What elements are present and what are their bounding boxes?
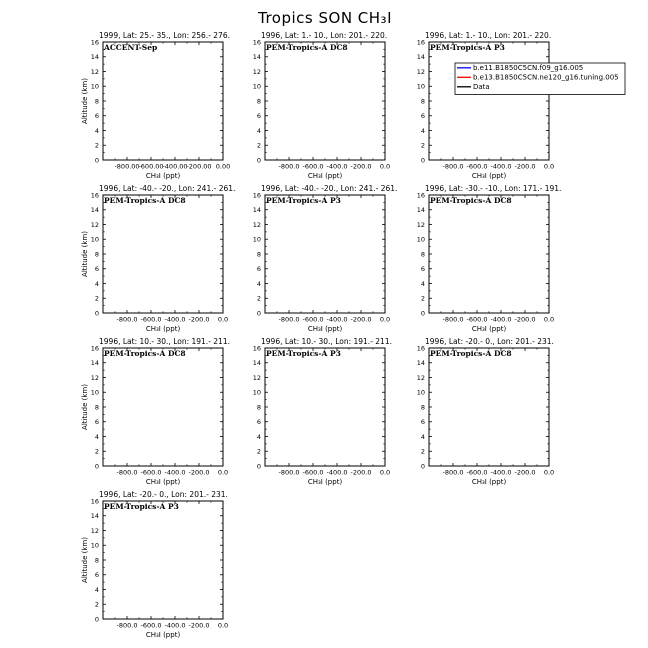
y-tick-label: 8 (94, 556, 99, 565)
y-tick-label: 2 (256, 447, 261, 456)
x-tick-label: -800.0 (442, 162, 464, 171)
y-tick-label: 12 (90, 373, 99, 382)
panel-header: 1996, Lat: -30.- -10., Lon: 171.- 191. (425, 184, 562, 193)
x-tick-label: -400.0 (326, 315, 348, 324)
figure-title: Tropics SON CH₃I (258, 9, 392, 27)
x-tick-label: -400.0 (326, 468, 348, 477)
y-tick-label: 2 (420, 294, 425, 303)
y-tick-label: 8 (94, 97, 99, 106)
plot-frame (265, 195, 385, 313)
y-tick-label: 10 (416, 82, 425, 91)
plot-frame (265, 348, 385, 466)
x-tick-label: -800.0 (116, 315, 138, 324)
y-tick-label: 0 (420, 156, 425, 165)
chart-panel (81, 184, 235, 333)
plot-frame (103, 42, 223, 160)
y-tick-label: 6 (256, 112, 261, 121)
y-tick-label: 2 (256, 294, 261, 303)
legend-label: Data (473, 83, 490, 91)
x-tick-label: -600.0 (302, 162, 324, 171)
x-tick-label: -200.0 (350, 468, 372, 477)
x-tick-label: -600.0 (302, 315, 324, 324)
y-tick-label: 10 (252, 388, 261, 397)
x-tick-label: -600.0 (140, 315, 162, 324)
y-tick-label: 16 (90, 191, 99, 200)
x-tick-label: -600.0 (302, 468, 324, 477)
x-tick-label: 0.0 (217, 468, 229, 477)
chart-panel (417, 184, 562, 333)
y-tick-label: 10 (252, 235, 261, 244)
y-axis-label: Altitude (km) (81, 78, 89, 124)
panel-header: 1996, Lat: -20.- 0., Lon: 201.- 231. (425, 337, 554, 346)
x-axis-label: CH₃I (ppt) (307, 172, 343, 180)
y-tick-label: 0 (256, 462, 261, 471)
x-tick-label: 0.0 (543, 315, 555, 324)
y-tick-label: 14 (90, 512, 99, 521)
panel-header: 1999, Lat: 25.- 35., Lon: 256.- 276. (99, 31, 230, 40)
panel-title: PEM-Tropics-A DC8 (430, 196, 512, 205)
x-tick-label: 0.00 (215, 162, 231, 171)
x-tick-label: -400.00 (162, 162, 188, 171)
legend-label: b.e11.B1850C5CN.f09_g16.005 (473, 64, 584, 72)
plot-frame (429, 195, 549, 313)
y-tick-label: 10 (416, 235, 425, 244)
x-tick-label: -200.0 (514, 468, 536, 477)
x-tick-label: -400.0 (490, 162, 512, 171)
y-tick-label: 6 (420, 265, 425, 274)
y-tick-label: 10 (90, 235, 99, 244)
plot-frame (103, 348, 223, 466)
x-axis-label: CH₃I (ppt) (307, 325, 343, 333)
y-tick-label: 10 (90, 388, 99, 397)
x-axis-label: CH₃I (ppt) (307, 478, 343, 486)
x-tick-label: -200.0 (350, 162, 372, 171)
plot-frame (265, 42, 385, 160)
y-tick-label: 12 (252, 373, 261, 382)
y-tick-label: 4 (256, 126, 261, 135)
y-tick-label: 14 (416, 359, 425, 368)
x-tick-label: -800.0 (278, 468, 300, 477)
x-tick-label: 0.0 (217, 315, 229, 324)
y-axis-label: Altitude (km) (81, 384, 89, 430)
legend (455, 63, 625, 95)
x-tick-label: -200.0 (188, 621, 210, 630)
x-tick-label: -400.0 (490, 315, 512, 324)
x-tick-label: -200.0 (514, 162, 536, 171)
y-tick-label: 0 (420, 462, 425, 471)
y-tick-label: 14 (416, 53, 425, 62)
y-tick-label: 4 (256, 432, 261, 441)
x-axis-label: CH₃I (ppt) (471, 172, 507, 180)
y-tick-label: 6 (420, 418, 425, 427)
chart-panel (417, 337, 554, 486)
chart-panel (253, 337, 392, 486)
y-tick-label: 8 (256, 97, 261, 106)
chart-panel (81, 490, 228, 639)
y-tick-label: 2 (94, 141, 99, 150)
chart-panel (417, 31, 554, 180)
y-tick-label: 8 (420, 403, 425, 412)
panel-header: 1996, Lat: 10.- 30., Lon: 191.- 211. (99, 337, 230, 346)
y-tick-label: 4 (420, 126, 425, 135)
x-tick-label: -600.0 (140, 621, 162, 630)
x-tick-label: -400.0 (326, 162, 348, 171)
panel-header: 1996, Lat: -20.- 0., Lon: 201.- 231. (99, 490, 228, 499)
y-tick-label: 10 (252, 82, 261, 91)
y-tick-label: 14 (252, 53, 261, 62)
x-tick-label: -800.0 (278, 315, 300, 324)
y-tick-label: 8 (420, 97, 425, 106)
y-tick-label: 6 (420, 112, 425, 121)
x-tick-label: 0.0 (379, 315, 391, 324)
y-tick-label: 2 (256, 141, 261, 150)
y-tick-label: 4 (94, 126, 99, 135)
x-tick-label: -400.0 (164, 315, 186, 324)
x-tick-label: -400.0 (164, 468, 186, 477)
chart-panel (253, 31, 390, 180)
y-tick-label: 4 (94, 279, 99, 288)
plot-frame (103, 501, 223, 619)
y-tick-label: 12 (252, 67, 261, 76)
y-tick-label: 6 (94, 571, 99, 580)
y-tick-label: 12 (252, 220, 261, 229)
x-axis-label: CH₃I (ppt) (145, 172, 181, 180)
plot-frame (429, 42, 549, 160)
x-tick-label: 0.0 (217, 621, 229, 630)
y-tick-label: 14 (252, 206, 261, 215)
x-tick-label: -200.0 (350, 315, 372, 324)
plot-frame (429, 348, 549, 466)
y-tick-label: 8 (94, 250, 99, 259)
y-tick-label: 16 (416, 38, 425, 47)
y-tick-label: 8 (256, 403, 261, 412)
x-tick-label: -400.0 (490, 468, 512, 477)
y-tick-label: 0 (256, 156, 261, 165)
x-tick-label: -800.0 (442, 315, 464, 324)
y-tick-label: 14 (90, 53, 99, 62)
panel-title: PEM-Tropics-A P3 (104, 502, 179, 511)
panel-title: PEM-Tropics-A DC8 (104, 196, 186, 205)
x-tick-label: -800.0 (116, 621, 138, 630)
x-tick-label: -200.0 (514, 315, 536, 324)
y-axis-label: Altitude (km) (81, 537, 89, 583)
y-tick-label: 0 (94, 156, 99, 165)
y-tick-label: 0 (94, 309, 99, 318)
y-tick-label: 6 (94, 265, 99, 274)
x-tick-label: 0.0 (543, 162, 555, 171)
panel-header: 1996, Lat: -40.- -20., Lon: 241.- 261. (261, 184, 398, 193)
y-tick-label: 16 (252, 191, 261, 200)
x-axis-label: CH₃I (ppt) (145, 325, 181, 333)
panel-header: 1996, Lat: 10.- 30., Lon: 191.- 211. (261, 337, 392, 346)
x-tick-label: -600.0 (466, 468, 488, 477)
panel-title: PEM-Tropics-A DC8 (266, 43, 348, 52)
y-tick-label: 4 (94, 585, 99, 594)
panel-title: PEM-Tropics-A DC8 (430, 349, 512, 358)
panel-header: 1996, Lat: 1.- 10., Lon: 201.- 220. (261, 31, 388, 40)
y-tick-label: 2 (94, 447, 99, 456)
y-tick-label: 4 (420, 432, 425, 441)
x-axis-label: CH₃I (ppt) (145, 478, 181, 486)
y-tick-label: 14 (416, 206, 425, 215)
x-tick-label: -600.00 (138, 162, 164, 171)
panel-header: 1996, Lat: 1.- 10., Lon: 201.- 220. (425, 31, 552, 40)
y-axis-label: Altitude (km) (81, 231, 89, 277)
y-tick-label: 10 (416, 388, 425, 397)
x-tick-label: -600.0 (466, 315, 488, 324)
y-tick-label: 8 (94, 403, 99, 412)
y-tick-label: 0 (256, 309, 261, 318)
x-tick-label: -800.0 (442, 468, 464, 477)
x-tick-label: -200.00 (186, 162, 212, 171)
x-tick-label: 0.0 (379, 468, 391, 477)
legend-label: b.e13.B1850C5CN.ne120_g16.tuning.005 (473, 73, 619, 82)
panel-title: PEM-Tropics-A DC8 (104, 349, 186, 358)
y-tick-label: 16 (90, 344, 99, 353)
y-tick-label: 10 (90, 541, 99, 550)
y-tick-label: 2 (420, 447, 425, 456)
x-tick-label: 0.0 (379, 162, 391, 171)
x-axis-label: CH₃I (ppt) (145, 631, 181, 639)
x-tick-label: -800.0 (116, 468, 138, 477)
y-tick-label: 12 (416, 220, 425, 229)
y-tick-label: 12 (90, 220, 99, 229)
x-tick-label: -600.0 (140, 468, 162, 477)
y-tick-label: 4 (94, 432, 99, 441)
x-tick-label: -800.00 (114, 162, 140, 171)
y-tick-label: 8 (256, 250, 261, 259)
y-tick-label: 6 (256, 265, 261, 274)
y-tick-label: 6 (94, 112, 99, 121)
panel-title: PEM-Tropics-A P3 (266, 349, 341, 358)
y-tick-label: 16 (90, 497, 99, 506)
x-axis-label: CH₃I (ppt) (471, 325, 507, 333)
panel-header: 1996, Lat: -40.- -20., Lon: 241.- 261. (99, 184, 236, 193)
y-tick-label: 12 (416, 373, 425, 382)
y-tick-label: 12 (90, 67, 99, 76)
y-tick-label: 6 (94, 418, 99, 427)
y-tick-label: 14 (90, 206, 99, 215)
y-tick-label: 14 (252, 359, 261, 368)
y-tick-label: 16 (252, 344, 261, 353)
y-tick-label: 4 (256, 279, 261, 288)
y-tick-label: 16 (90, 38, 99, 47)
y-tick-label: 8 (420, 250, 425, 259)
y-tick-label: 12 (416, 67, 425, 76)
chart-panel (81, 337, 230, 486)
y-tick-label: 16 (416, 191, 425, 200)
chart-panel (253, 184, 398, 333)
panel-title: PEM-Tropics-A P3 (430, 43, 505, 52)
y-tick-label: 0 (94, 615, 99, 624)
y-tick-label: 2 (94, 294, 99, 303)
y-tick-label: 4 (420, 279, 425, 288)
y-tick-label: 2 (420, 141, 425, 150)
x-tick-label: 0.0 (543, 468, 555, 477)
x-tick-label: -400.0 (164, 621, 186, 630)
y-tick-label: 16 (252, 38, 261, 47)
x-tick-label: -800.0 (278, 162, 300, 171)
y-tick-label: 0 (420, 309, 425, 318)
chart-panel (81, 31, 230, 180)
y-tick-label: 6 (256, 418, 261, 427)
y-tick-label: 14 (90, 359, 99, 368)
x-tick-label: -600.0 (466, 162, 488, 171)
y-tick-label: 0 (94, 462, 99, 471)
panel-title: ACCENT-Sep (104, 43, 158, 52)
plot-frame (103, 195, 223, 313)
panel-grid (81, 31, 561, 639)
panel-title: PEM-Tropics-A P3 (266, 196, 341, 205)
y-tick-label: 16 (416, 344, 425, 353)
y-tick-label: 10 (90, 82, 99, 91)
x-tick-label: -200.0 (188, 315, 210, 324)
x-tick-label: -200.0 (188, 468, 210, 477)
y-tick-label: 2 (94, 600, 99, 609)
y-tick-label: 12 (90, 526, 99, 535)
x-axis-label: CH₃I (ppt) (471, 478, 507, 486)
